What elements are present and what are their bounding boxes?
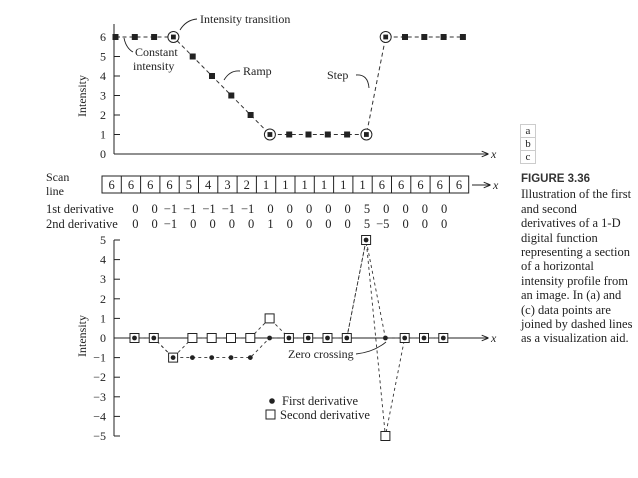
- legend-second-derivative-marker: [266, 410, 275, 419]
- first-derivative-point: [402, 336, 407, 341]
- panel-c: [75, 233, 497, 443]
- second-derivative-value: 0: [190, 217, 197, 231]
- annotation-zero-crossing: Zero crossing: [288, 347, 354, 361]
- panel-a-point: [364, 132, 369, 137]
- panel-a-y-tick-label: 6: [100, 30, 106, 44]
- first-derivative-row-label: 1st derivative: [46, 202, 114, 216]
- panel-c-y-tick-label: 1: [100, 311, 106, 326]
- first-derivative-point: [325, 336, 330, 341]
- panel-a-point: [171, 35, 176, 40]
- first-derivative-value: 0: [132, 202, 139, 216]
- panel-c-y-tick-label: 0: [100, 331, 106, 345]
- scan-line-value: 1: [320, 178, 328, 192]
- first-derivative-point: [383, 336, 388, 341]
- scan-line-value: 3: [224, 178, 231, 192]
- first-derivative-point: [306, 336, 311, 341]
- figure-label: FIGURE 3.36: [521, 173, 591, 185]
- panel-a-point: [132, 34, 138, 40]
- annotation-zero-crossing-leader: [356, 342, 386, 354]
- annotation-ramp: Ramp: [243, 64, 272, 78]
- first-derivative-point: [344, 336, 349, 341]
- first-derivative-value: −1: [163, 202, 178, 216]
- first-derivative-point: [229, 355, 234, 360]
- first-derivative-value: 0: [151, 202, 158, 216]
- figure-caption-text: Illustration of the first and second derivatives of a 1-D digital function representing a section of a horizontal intensity profile from an image. In (a) and (c) data points are joined by dashed lines as a visualization aid.: [521, 187, 633, 346]
- scan-line-value: 6: [398, 178, 405, 192]
- second-derivative-point: [246, 334, 255, 343]
- panel-c-y-tick-label: 3: [100, 272, 106, 287]
- scan-line-value: 1: [359, 178, 366, 192]
- scan-line-value: 5: [185, 178, 192, 192]
- panel-b-x-label: x: [493, 178, 499, 192]
- panel-a-y-tick-label: 0: [100, 147, 106, 161]
- annotation-constant-intensity-leader: [124, 38, 133, 52]
- scan-line-value: 1: [340, 178, 347, 192]
- first-derivative-point: [267, 336, 272, 341]
- panel-a-point: [306, 132, 312, 138]
- panel-a-y-tick-label: 1: [100, 127, 106, 142]
- second-derivative-value: 0: [132, 217, 139, 231]
- second-derivative-point: [381, 432, 390, 441]
- first-derivative-value: 0: [305, 202, 313, 216]
- annotation-ramp-leader: [224, 71, 240, 80]
- scan-line-value: 2: [243, 178, 250, 192]
- second-derivative-value: 0: [151, 217, 158, 231]
- panel-letter-b: b: [520, 138, 536, 151]
- panel-letter-c: c: [520, 151, 536, 164]
- panel-b: [46, 170, 499, 231]
- second-derivative-row-label: 2nd derivative: [46, 217, 118, 231]
- scan-line-value: 6: [378, 178, 385, 192]
- panel-a-point: [344, 132, 350, 138]
- scan-line-value: 6: [147, 178, 154, 192]
- first-derivative-point: [248, 355, 253, 360]
- first-derivative-point: [209, 355, 214, 360]
- scan-line-label-1: Scan: [46, 170, 70, 184]
- panel-c-y-tick-label: −4: [93, 409, 106, 424]
- scan-line-value: 6: [417, 178, 424, 192]
- scan-line-value: 1: [262, 178, 270, 192]
- scan-line-value: 6: [108, 178, 115, 192]
- panel-a-point: [441, 34, 447, 40]
- panel-c-ylabel: Intensity: [75, 315, 89, 357]
- second-derivative-value: −1: [163, 217, 178, 231]
- scan-line-value: 6: [436, 178, 443, 192]
- annotation-constant-intensity-1: Constant: [135, 45, 178, 59]
- panel-a-point: [228, 93, 234, 99]
- first-derivative-point: [422, 336, 427, 341]
- second-derivative-value: 0: [344, 217, 351, 231]
- first-derivative-point: [151, 336, 156, 341]
- panel-letter-a: a: [520, 124, 536, 138]
- first-derivative-value: −1: [240, 202, 255, 216]
- panel-a-point: [402, 34, 408, 40]
- scan-line-value: 6: [455, 178, 463, 192]
- first-derivative-value: 0: [421, 202, 428, 216]
- first-derivative-value: 0: [286, 202, 293, 216]
- scan-line-value: 6: [166, 178, 173, 192]
- panel-c-y-tick-label: −5: [93, 429, 106, 443]
- second-derivative-point: [265, 314, 274, 323]
- second-derivative-point: [188, 334, 197, 343]
- scan-line-value: 1: [282, 178, 289, 192]
- panel-c-y-tick-label: 5: [100, 233, 106, 247]
- annotation-intensity-transition: Intensity transition: [200, 12, 291, 26]
- legend-second-derivative-label: Second derivative: [280, 408, 370, 422]
- panel-c-y-tick-label: 2: [100, 291, 106, 306]
- first-derivative-value: 0: [325, 202, 332, 216]
- panel-a-y-tick-label: 2: [100, 108, 106, 122]
- first-derivative-value: 0: [344, 202, 351, 216]
- panel-c-y-tick-label: −1: [93, 350, 106, 365]
- panel-c-y-tick-label: −3: [93, 389, 106, 404]
- panel-a-point: [268, 132, 273, 137]
- second-derivative-value: 0: [248, 217, 255, 231]
- scan-line-label-2: line: [46, 184, 64, 198]
- first-derivative-value: 0: [402, 202, 409, 216]
- second-derivative-value: 0: [441, 217, 448, 231]
- first-derivative-value: −1: [183, 202, 197, 216]
- panel-a-point: [151, 34, 157, 40]
- panel-a-point: [421, 34, 427, 40]
- scan-line-value: 6: [127, 178, 135, 192]
- panel-a-point: [460, 34, 466, 40]
- figure-caption: [521, 172, 633, 346]
- panel-c-y-tick-label: −2: [93, 370, 106, 385]
- second-derivative-value: 0: [325, 217, 332, 231]
- panel-a-point: [209, 73, 215, 79]
- second-derivative-point: [207, 334, 216, 343]
- first-derivative-point: [364, 238, 369, 243]
- first-derivative-value: 5: [363, 202, 371, 216]
- legend-first-derivative-label: First derivative: [282, 394, 359, 408]
- panel-c-y-tick-label: 4: [100, 252, 106, 267]
- panel-a-point: [325, 132, 331, 138]
- second-derivative-value: 0: [209, 217, 216, 231]
- first-derivative-value: 0: [383, 202, 390, 216]
- second-derivative-value: 0: [228, 217, 235, 231]
- second-derivative-value: 1: [267, 217, 274, 231]
- annotation-step-leader: [356, 75, 369, 88]
- panel-a-point: [286, 132, 292, 138]
- panel-a-ylabel: Intensity: [75, 75, 89, 117]
- first-derivative-value: −1: [221, 202, 235, 216]
- first-derivative-point: [287, 336, 292, 341]
- panel-a-y-tick-label: 4: [100, 69, 106, 83]
- panel-a: [75, 12, 497, 161]
- scan-line-value: 1: [301, 178, 308, 192]
- panel-c-x-axis-label: x: [491, 331, 497, 345]
- second-derivative-value: 0: [305, 217, 313, 231]
- second-derivative-value: 0: [421, 217, 428, 231]
- first-derivative-point: [171, 355, 176, 360]
- second-derivative-value: 0: [286, 217, 293, 231]
- panel-a-y-tick-label: 3: [100, 88, 106, 103]
- annotation-step: Step: [327, 68, 349, 82]
- panel-a-point: [113, 34, 119, 40]
- panel-a-point: [383, 35, 388, 40]
- panel-letters: [520, 124, 536, 164]
- second-derivative-value: −5: [376, 217, 390, 231]
- panel-a-point: [190, 54, 196, 60]
- annotation-constant-intensity-2: intensity: [133, 59, 175, 73]
- second-derivative-point: [227, 334, 236, 343]
- first-derivative-value: 0: [441, 202, 448, 216]
- scan-line-value: 4: [205, 178, 212, 192]
- first-derivative-point: [441, 336, 446, 341]
- first-derivative-value: 0: [267, 202, 274, 216]
- second-derivative-value: 0: [402, 217, 409, 231]
- panel-a-x-axis-label: x: [491, 147, 497, 161]
- first-derivative-point: [190, 355, 195, 360]
- second-derivative-value: 5: [363, 217, 371, 231]
- first-derivative-value: −1: [202, 202, 216, 216]
- panel-a-y-tick-label: 5: [100, 49, 106, 64]
- panel-a-point: [248, 112, 254, 118]
- annotation-intensity-transition-leader: [180, 19, 197, 30]
- first-derivative-point: [132, 336, 137, 341]
- legend-first-derivative-marker: [269, 398, 275, 404]
